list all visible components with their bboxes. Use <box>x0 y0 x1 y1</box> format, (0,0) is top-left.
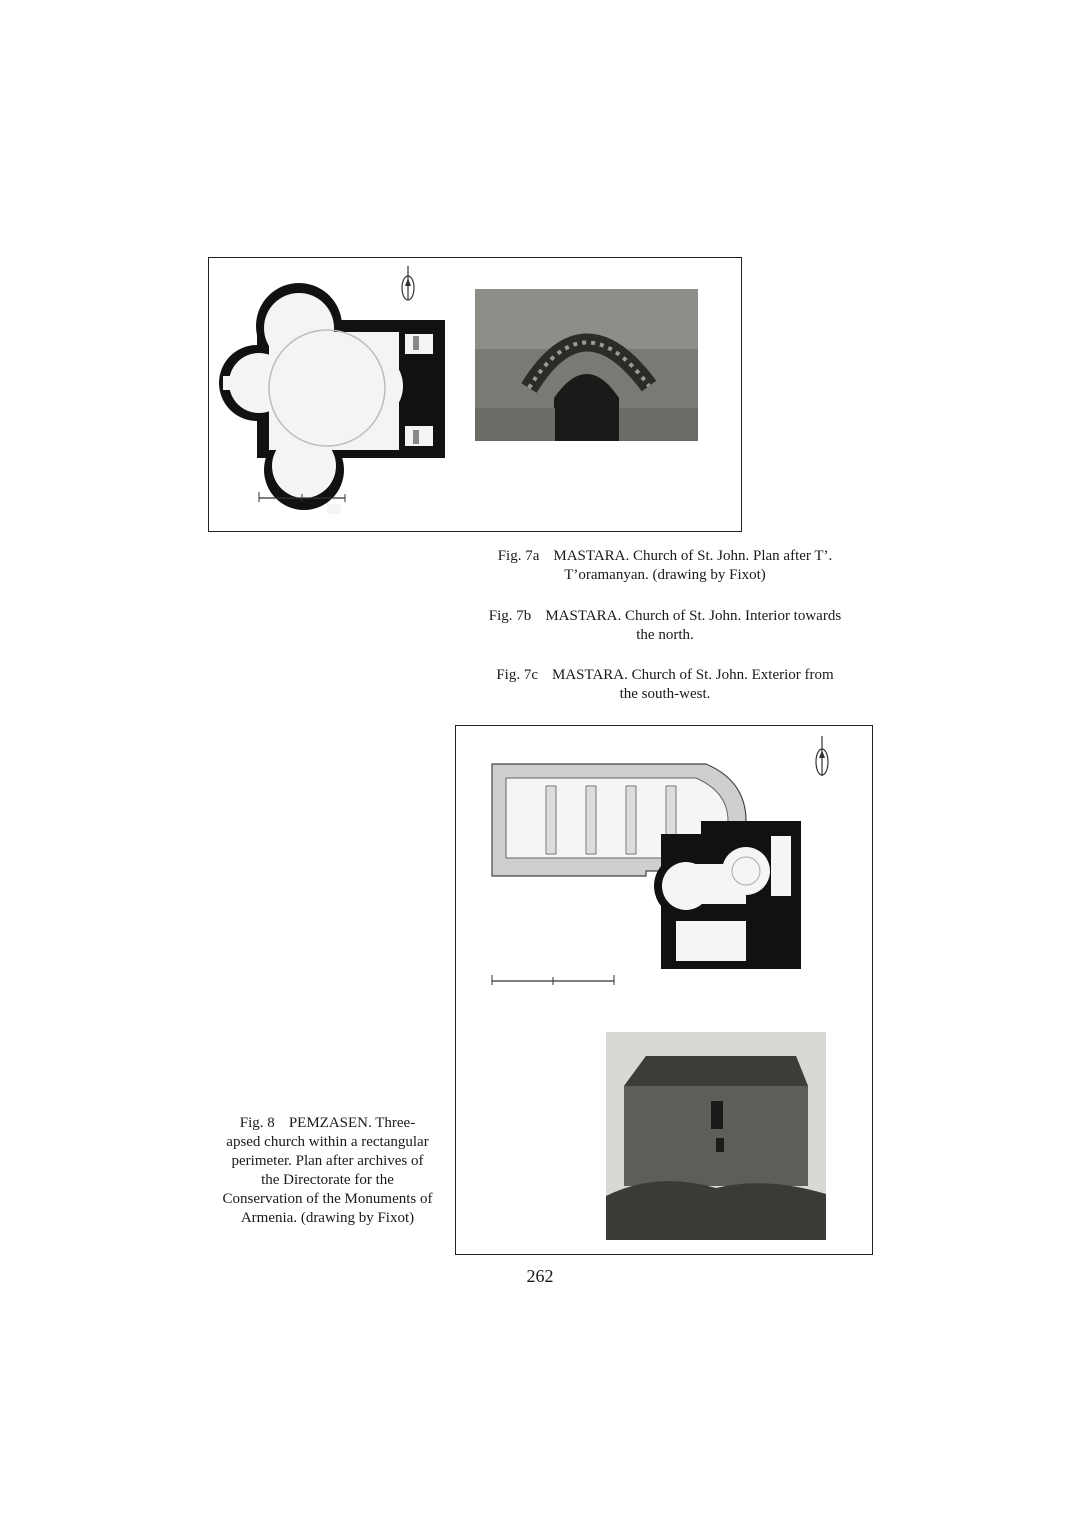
caption-text: perimeter. Plan after archives of <box>231 1153 424 1169</box>
scale-bar <box>492 975 614 985</box>
caption-fig-7c <box>470 666 860 704</box>
north-arrow-icon <box>402 266 414 300</box>
figure-7-frame <box>208 257 742 532</box>
caption-fig-7b <box>470 607 860 645</box>
caption-text: MASTARA. Church of St. John. Interior towards <box>545 608 842 624</box>
caption-text: MASTARA. Church of St. John. Plan after T’. <box>553 548 833 564</box>
caption-text: MASTARA. Church of St. John. Exterior from <box>551 667 834 683</box>
pemzasen-plan-drawing <box>492 764 801 969</box>
page-number: 262 <box>526 1266 554 1286</box>
caption-number: Fig. 7c <box>496 667 538 683</box>
caption-number: Fig. 7b <box>488 608 532 624</box>
caption-text: Conservation of the Monuments of <box>222 1191 433 1207</box>
caption-text: Armenia. (drawing by Fixot) <box>240 1210 415 1226</box>
mastara-interior-photo <box>475 289 698 441</box>
caption-text: T’oramanyan. (drawing by Fixot) <box>564 567 766 583</box>
mastara-plan-drawing <box>219 283 445 514</box>
caption-fig-8 <box>205 1114 450 1228</box>
caption-number: Fig. 8 <box>239 1115 275 1131</box>
figure-8-artwork <box>456 726 872 1254</box>
caption-fig-7a <box>470 547 860 585</box>
caption-text: apsed church within a rectangular <box>226 1134 429 1150</box>
caption-text: the south-west. <box>619 686 711 702</box>
figure-7-artwork <box>209 258 741 531</box>
caption-text: the north. <box>636 627 694 643</box>
north-arrow-icon <box>816 736 828 776</box>
caption-number: Fig. 7a <box>497 548 540 564</box>
pemzasen-exterior-photo <box>606 1032 826 1240</box>
caption-text: the Directorate for the <box>261 1172 394 1188</box>
caption-text: PEMZASEN. Three- <box>288 1115 416 1131</box>
figure-8-frame <box>455 725 873 1255</box>
